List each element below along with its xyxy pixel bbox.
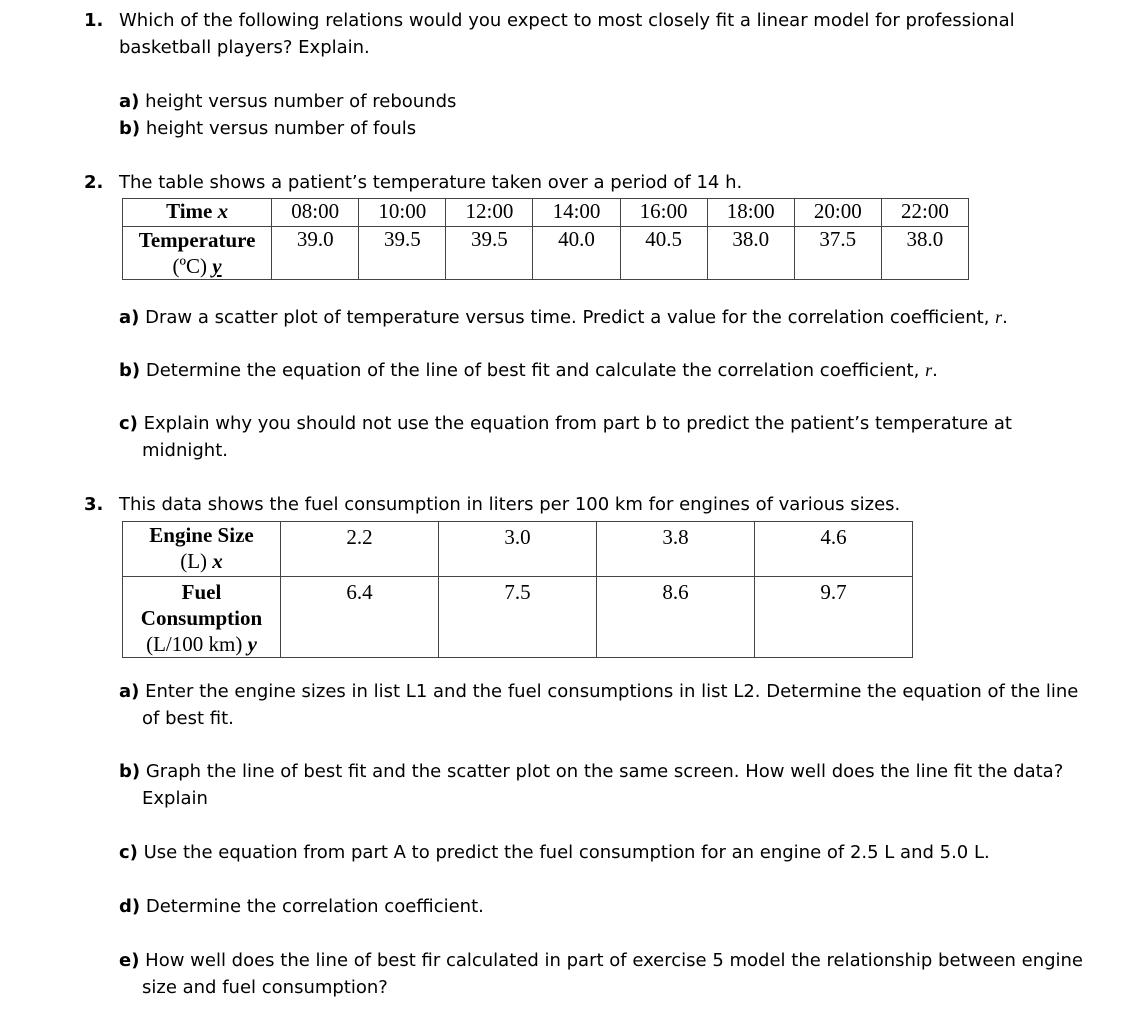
option-b (119, 357, 1084, 384)
header-label: Fuel (181, 580, 222, 604)
variable-r: r (995, 307, 1003, 327)
table-row (123, 577, 913, 658)
table-cell: 10:00 (359, 199, 446, 227)
table-cell: 7.5 (439, 577, 597, 658)
question-line: basketball players? Explain. (119, 37, 370, 58)
punctuation: . (932, 360, 938, 381)
option-label: c) (119, 842, 138, 863)
question-text: The table shows a patient’s temperature taken over a period of 14 h. (119, 172, 743, 193)
table-cell: 39.5 (359, 227, 446, 280)
question-text: This data shows the fuel consumption in liters per 100 km for engines of various sizes. (119, 494, 901, 515)
variable-label: y (212, 254, 222, 278)
header-unit: (ºC) (172, 254, 208, 278)
table-cell: 20:00 (794, 199, 881, 227)
option-e (119, 947, 1084, 1001)
option-label: a) (119, 91, 140, 112)
header-unit: (L/100 km) (146, 632, 243, 656)
option-d (119, 893, 1084, 920)
punctuation: . (1002, 307, 1008, 328)
option-c (119, 410, 1084, 464)
table-header-cell (123, 522, 281, 577)
table-header-cell (123, 227, 272, 280)
variable-label: x (217, 199, 229, 223)
question-number: 1. (84, 10, 104, 31)
table-cell: 40.5 (620, 227, 707, 280)
option-text: Determine the equation of the line of best fit and calculate the correlation coefficient, (140, 360, 926, 381)
question-line: Which of the following relations would you expect to most closely fit a linear model for professional (119, 10, 1015, 31)
option-text-continued: size and fuel consumption? (142, 977, 388, 998)
table-cell: 08:00 (272, 199, 359, 227)
table-cell: 2.2 (281, 522, 439, 577)
table-cell: 40.0 (533, 227, 620, 280)
table-cell: 4.6 (755, 522, 913, 577)
option-text: How well does the line of best fir calculated in part of exercise 5 model the relationship between engine (139, 950, 1084, 971)
option-text-continued: of best fit. (142, 708, 234, 729)
table-cell: 8.6 (597, 577, 755, 658)
variable-r: r (925, 360, 933, 380)
table-cell: 12:00 (446, 199, 533, 227)
table-cell: 39.5 (446, 227, 533, 280)
table-cell: 39.0 (272, 227, 359, 280)
option-text: height versus number of rebounds (139, 91, 457, 112)
temperature-table (122, 198, 969, 280)
option-text: Determine the correlation coefficient. (140, 896, 484, 917)
option-label: e) (119, 950, 140, 971)
table-row (123, 522, 913, 577)
table-cell: 16:00 (620, 199, 707, 227)
option-b (119, 115, 1084, 142)
table-cell: 38.0 (707, 227, 794, 280)
header-label: Engine Size (149, 523, 254, 547)
option-text: Draw a scatter plot of temperature versus time. Predict a value for the correlation coefficient, (139, 307, 996, 328)
option-text: height versus number of fouls (140, 118, 417, 139)
table-cell: 14:00 (533, 199, 620, 227)
option-label: a) (119, 681, 140, 702)
option-b (119, 758, 1084, 812)
option-text-continued: Explain (142, 788, 208, 809)
option-text: Graph the line of best fit and the scatter plot on the same screen. How well does the line fit the data? (140, 761, 1064, 782)
option-text: Use the equation from part A to predict the fuel consumption for an engine of 2.5 L and 5.0 L. (137, 842, 990, 863)
header-label: Consumption (140, 606, 263, 630)
table-cell: 18:00 (707, 199, 794, 227)
table-header-cell (123, 199, 272, 227)
table-cell: 38.0 (881, 227, 968, 280)
option-label: b) (119, 118, 141, 139)
option-a (119, 88, 1084, 115)
table-row (123, 199, 969, 227)
header-unit: (L) (180, 549, 208, 573)
table-cell: 9.7 (755, 577, 913, 658)
option-a (119, 304, 1084, 331)
table-header-cell (123, 577, 281, 658)
option-text: Explain why you should not use the equation from part b to predict the patient’s temperature at (137, 413, 1012, 434)
option-label: d) (119, 896, 141, 917)
variable-label: x (212, 549, 223, 573)
option-label: c) (119, 413, 138, 434)
option-a (119, 678, 1084, 732)
question-number: 2. (84, 172, 104, 193)
variable-label: y (247, 632, 257, 656)
question-text (119, 7, 1079, 61)
table-cell: 3.8 (597, 522, 755, 577)
table-cell: 3.0 (439, 522, 597, 577)
option-text-continued: midnight. (142, 440, 228, 461)
option-label: a) (119, 307, 140, 328)
table-cell: 6.4 (281, 577, 439, 658)
header-label: Time (166, 199, 213, 223)
option-c (119, 839, 1084, 866)
table-row (123, 227, 969, 280)
header-label: Temperature (138, 228, 256, 252)
question-number: 3. (84, 494, 104, 515)
fuel-consumption-table (122, 521, 913, 658)
table-cell: 37.5 (794, 227, 881, 280)
option-text: Enter the engine sizes in list L1 and the fuel consumptions in list L2. Determine the equation of the line (139, 681, 1079, 702)
table-cell: 22:00 (881, 199, 968, 227)
option-label: b) (119, 360, 141, 381)
option-label: b) (119, 761, 141, 782)
